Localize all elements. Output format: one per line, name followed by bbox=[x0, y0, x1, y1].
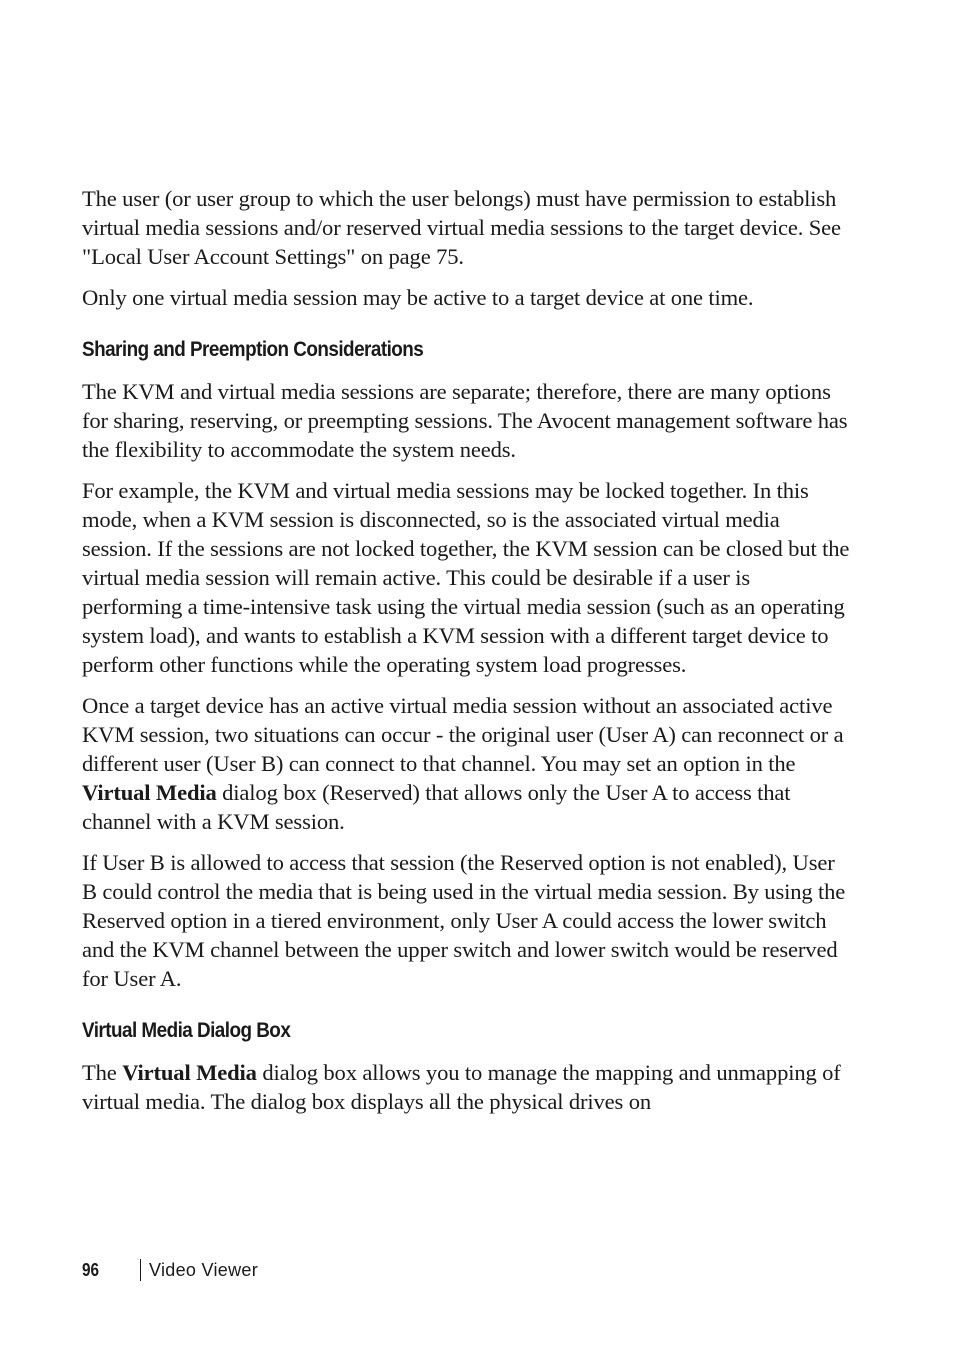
paragraph-user-b-access: If User B is allowed to access that session (the Reserved option is not enabled), User B could control the media that is being used in the virtual media session. By using the Reserved option in a tiered environment, only User A could access the lower switch and the KVM channel between the upper switch and lower switch would be reserved for User A. bbox=[82, 850, 846, 991]
paragraph-dialog-description bbox=[82, 1058, 850, 1116]
term-virtual-media: Virtual Media bbox=[122, 1060, 257, 1085]
page-body bbox=[82, 184, 850, 1128]
text-run: The bbox=[82, 1060, 123, 1085]
heading-virtual-media-dialog: Virtual Media Dialog Box bbox=[82, 1019, 291, 1042]
heading-sharing-preemption: Sharing and Preemption Considerations bbox=[82, 338, 424, 361]
page-footer bbox=[82, 1258, 258, 1282]
page-number: 96 bbox=[82, 1260, 100, 1280]
text-run: Once a target device has an active virtual media session without an associated active KVM session, two situations can occur - the original user (User A) can reconnect or a different user (User B) can connect to that channel. You may set an option in the bbox=[82, 693, 844, 776]
paragraph-separate-sessions: The KVM and virtual media sessions are separate; therefore, there are many options for sharing, reserving, or preempting sessions. The Avocent management software has the flexibility to accommodate the system needs. bbox=[82, 379, 848, 462]
footer-divider bbox=[140, 1259, 141, 1281]
paragraph-reserved-option bbox=[82, 691, 850, 836]
text-run: dialog box (Reserved) that allows only the User A to access that channel with a KVM session. bbox=[82, 780, 791, 834]
paragraph-permissions: The user (or user group to which the user belongs) must have permission to establish virtual media sessions and/or reserved virtual media sessions to the target device. See "Local User Account Settings" on page 75. bbox=[82, 186, 841, 269]
term-virtual-media: Virtual Media bbox=[82, 780, 217, 805]
paragraph-one-session: Only one virtual media session may be active to a target device at one time. bbox=[82, 285, 754, 310]
paragraph-locked-example: For example, the KVM and virtual media sessions may be locked together. In this mode, when a KVM session is disconnected, so is the associated virtual media session. If the sessions are not locked together, the KVM session can be closed but the virtual media session will remain active. This could be desirable if a user is performing a time-intensive task using the virtual media session (such as an operating system load), and wants to establish a KVM session with a different target device to perform other functions while the operating system load progresses. bbox=[82, 478, 850, 677]
footer-section-title: Video Viewer bbox=[149, 1260, 259, 1280]
text-run: dialog box allows you to manage the mapping and unmapping of virtual media. The dialog box displays all the physical drives on bbox=[82, 1060, 841, 1114]
